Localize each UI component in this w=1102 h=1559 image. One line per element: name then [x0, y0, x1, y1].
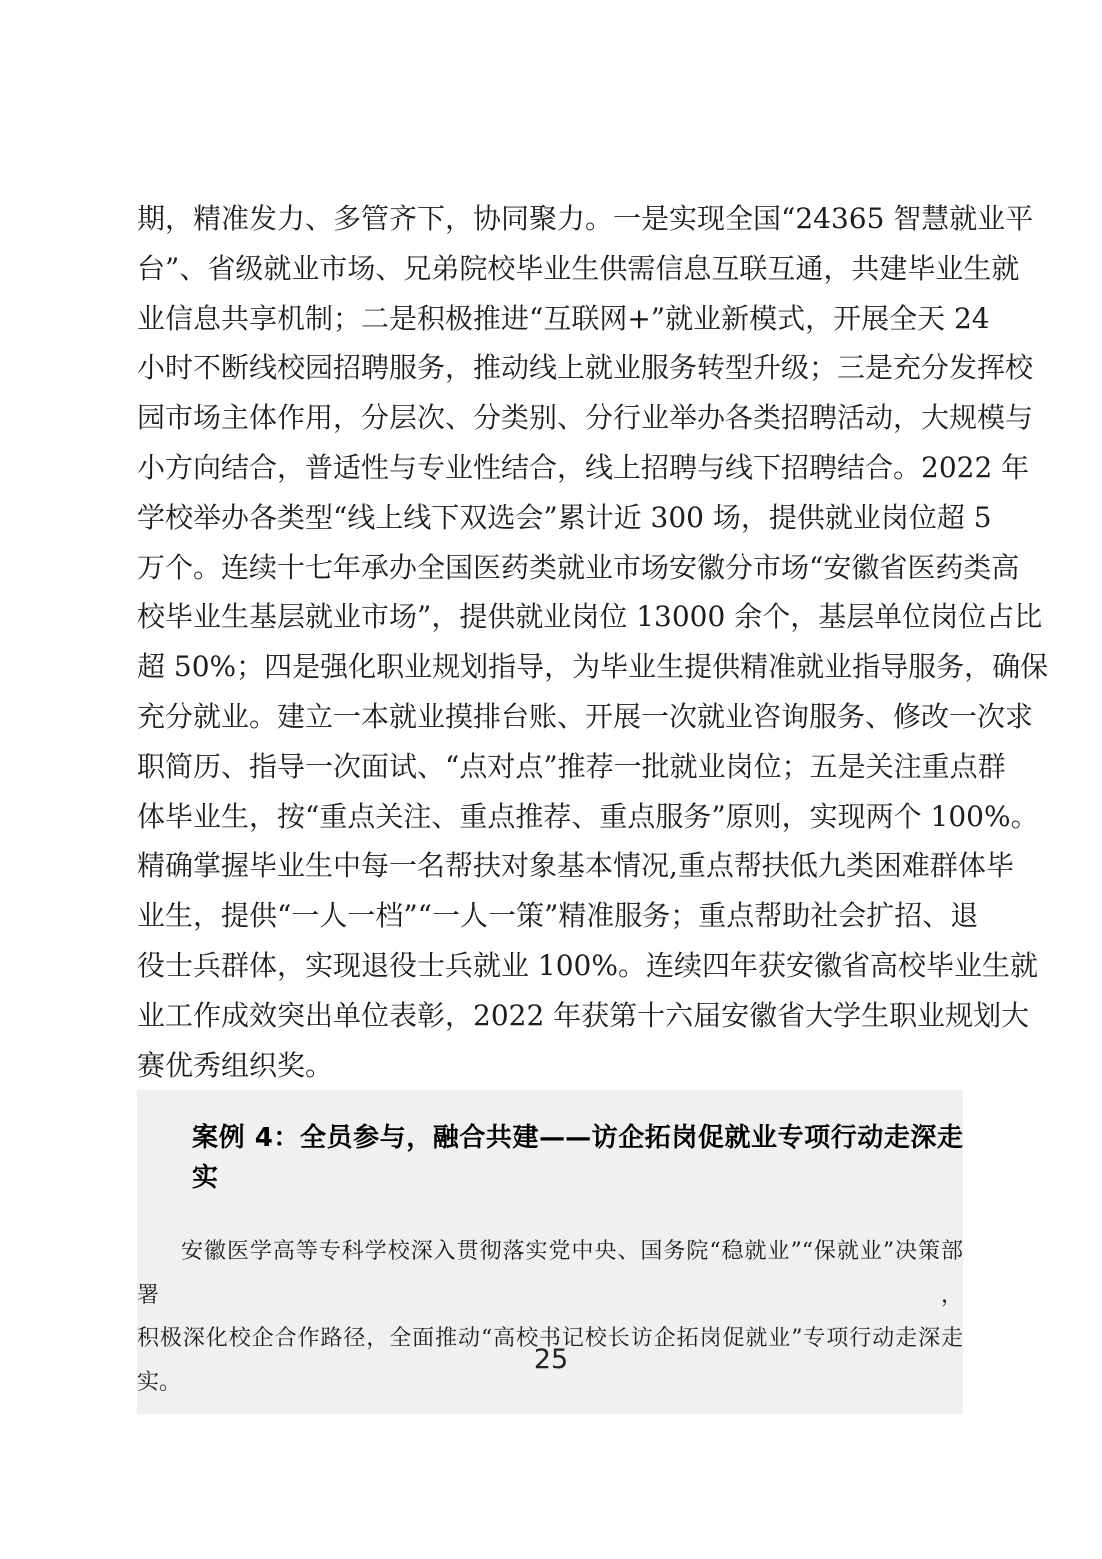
body-line: 小时不断线校园招聘服务，推动线上就业服务转型升级；三是充分发挥校	[137, 351, 1034, 385]
body-line: 充分就业。建立一本就业摸排台账、开展一次就业咨询服务、修改一次求	[137, 699, 1034, 733]
case-line: 积极深化校企合作路径，全面推动“高校书记校长访企拓岗促就业”专项行动走深走	[137, 1326, 963, 1352]
case-line: 安徽医学高等专科学校深入贯彻落实党中央、国务院“稳就业”“保就业”决策部署，	[137, 1239, 963, 1308]
body-line: 台”、省级就业市场、兄弟院校毕业生供需信息互联互通，共建毕业生就	[137, 251, 1020, 285]
body-line: 学校举办各类型“线上线下双选会”累计近 300 场，提供就业岗位超 5	[137, 500, 992, 534]
body-line: 职简历、指导一次面试、“点对点”推荐一批就业岗位；五是关注重点群	[137, 749, 1006, 783]
body-line: 赛优秀组织奖。	[137, 1048, 334, 1082]
body-line: 精确掌握毕业生中每一名帮扶对象基本情况,重点帮扶低九类困难群体毕	[137, 849, 1014, 883]
page-content	[137, 194, 1049, 1414]
body-line: 小方向结合，普适性与专业性结合，线上招聘与线下招聘结合。2022 年	[137, 450, 1030, 484]
case-study-paragraph	[137, 1230, 963, 1404]
page-number: 25	[533, 1344, 569, 1375]
case-study-heading: 案例 4：全员参与，融合共建——访企拓岗促就业专项行动走深走实	[192, 1123, 963, 1194]
body-line: 超 50%；四是强化职业规划指导，为毕业生提供精准就业指导服务，确保	[137, 650, 1049, 684]
body-line: 业工作成效突出单位表彰，2022 年获第十六届安徽省大学生职业规划大	[137, 998, 1030, 1032]
body-line: 校毕业生基层就业市场”，提供就业岗位 13000 余个，基层单位岗位占比	[137, 600, 1043, 634]
body-line: 役士兵群体，实现退役士兵就业 100%。连续四年获安徽省高校毕业生就	[137, 948, 1038, 982]
main-paragraph	[137, 194, 1049, 1090]
body-line: 体毕业生，按“重点关注、重点推荐、重点服务”原则，实现两个 100%。	[137, 799, 1039, 833]
body-line: 期，精准发力、多管齐下，协同聚力。一是实现全国“24365 智慧就业平	[137, 202, 1034, 235]
body-line: 万个。连续十七年承办全国医药类就业市场安徽分市场“安徽省医药类高	[137, 550, 1020, 584]
body-line: 业生，提供“一人一档”“一人一策”精准服务；重点帮助社会扩招、退	[137, 899, 979, 933]
body-line: 园市场主体作用，分层次、分类别、分行业举办各类招聘活动，大规模与	[137, 401, 1034, 435]
body-line: 业信息共享机制；二是积极推进“互联网+”就业新模式，开展全天 24	[137, 301, 990, 335]
case-line: 实。	[137, 1369, 182, 1395]
